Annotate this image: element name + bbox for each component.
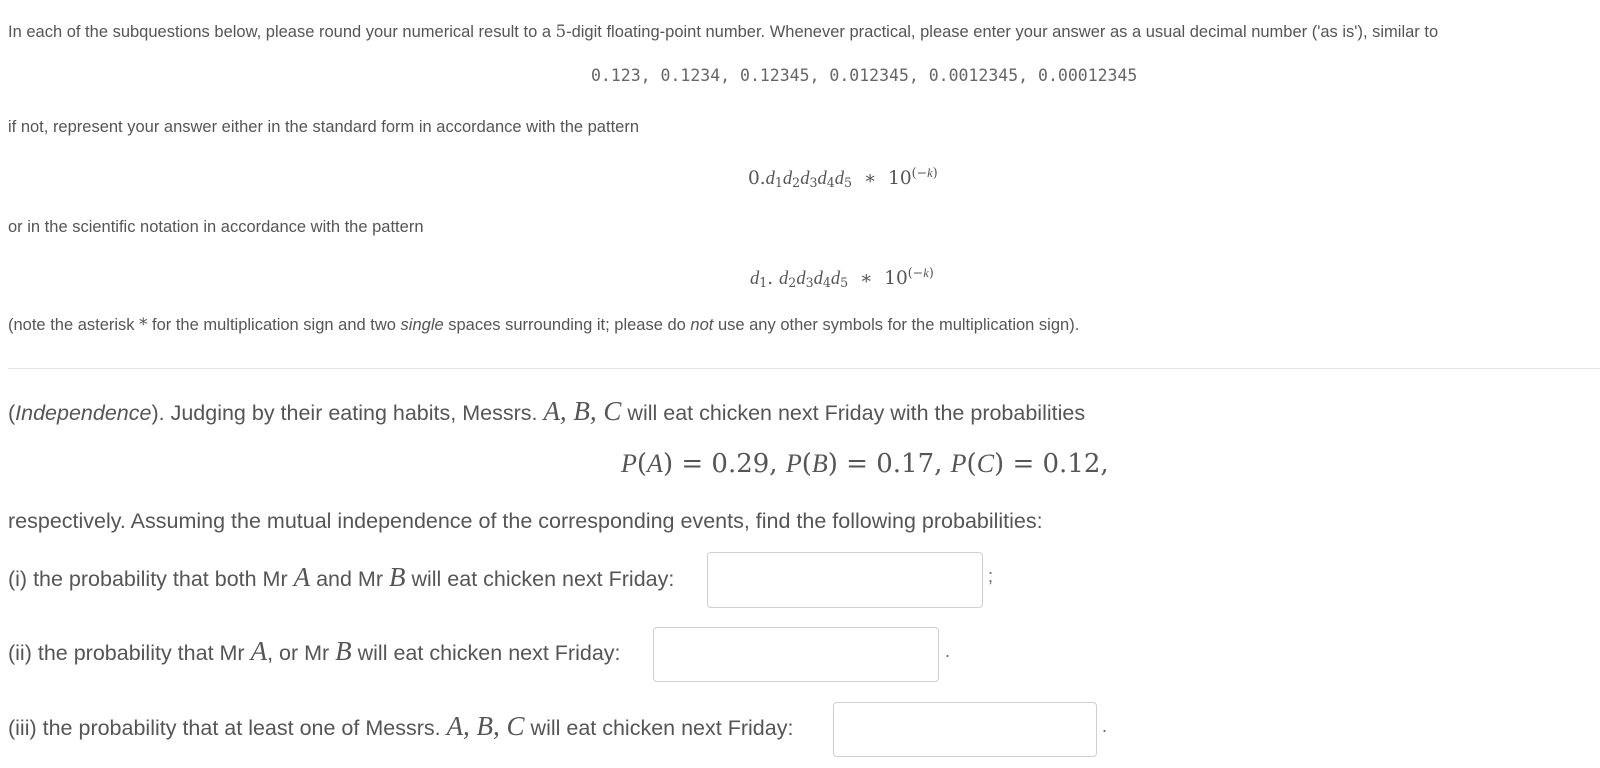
pattern-d: d <box>800 168 810 189</box>
pattern-sub: 1 <box>774 175 783 191</box>
eq-var-a: A <box>647 449 663 478</box>
eq-value-a: 0.29 <box>711 449 770 479</box>
pattern-d: d <box>779 268 789 289</box>
pattern-k: k <box>927 166 933 180</box>
problem-paren: ( <box>8 401 16 425</box>
standard-form-pattern <box>748 165 938 190</box>
q1-text: will eat chicken next Friday: <box>405 567 675 591</box>
scientific-notation-text: or in the scientific notation in accordance with the pattern <box>8 218 424 236</box>
eq-p: P <box>785 449 802 478</box>
q1-var-b: B <box>388 562 406 592</box>
pattern-sub: 4 <box>826 175 835 191</box>
q3-trailing-punctuation: . <box>1102 716 1108 736</box>
pattern-d: d <box>796 268 806 289</box>
pattern-sub: 2 <box>788 275 797 291</box>
pattern-d: d <box>830 268 841 289</box>
question-1-label <box>8 562 674 593</box>
q1-trailing-punctuation: ; <box>988 566 994 586</box>
pattern-ten: 10 <box>888 167 912 189</box>
pattern-d: d <box>782 168 793 189</box>
intro-text-1: In each of the subquestions below, please round your numerical result to a <box>8 23 556 41</box>
pattern-ten: 10 <box>884 267 908 289</box>
pattern-asterisk: ∗ <box>863 167 877 189</box>
question-2-label <box>8 636 621 667</box>
decimal-examples: 0.123, 0.1234, 0.12345, 0.012345, 0.0012345, 0.00012345 <box>591 66 1138 85</box>
pattern-exp-close: ) <box>932 165 938 180</box>
pattern-d: d <box>750 268 760 289</box>
pattern-sub: 1 <box>759 275 768 291</box>
q2-var-a: A <box>250 636 268 666</box>
pattern-d: d <box>834 168 844 189</box>
note-emphasis-not: not <box>690 316 714 334</box>
answer-input-2[interactable] <box>653 627 939 682</box>
note-asterisk: * <box>139 315 148 334</box>
pattern-k: k <box>923 266 929 280</box>
pattern-sub: 5 <box>843 175 852 191</box>
note-text: spaces surrounding it; please do <box>443 316 691 334</box>
q1-text: and Mr <box>310 567 389 591</box>
q2-text: will eat chicken next Friday: <box>351 641 621 665</box>
scientific-notation-pattern <box>750 265 934 290</box>
problem-text: will eat chicken next Friday with the probabilities <box>621 401 1086 425</box>
pattern-exp-open: (− <box>911 165 928 180</box>
q1-text: (i) the probability that both Mr <box>8 567 294 591</box>
probability-equation: P(A) = 0.29, P(B) = 0.17, P(C) = 0.12, <box>621 449 1109 479</box>
note-text: use any other symbols for the multiplication sign). <box>713 316 1080 334</box>
section-divider <box>8 368 1600 369</box>
pattern-d: d <box>817 168 827 189</box>
pattern-sub: 3 <box>809 175 818 191</box>
q1-var-a: A <box>293 562 311 592</box>
note-text: for the multiplication sign and two <box>147 316 401 334</box>
pattern-sub: 2 <box>792 175 801 191</box>
q2-text: (ii) the probability that Mr <box>8 641 251 665</box>
answer-input-3[interactable] <box>833 702 1097 757</box>
note-text: (note the asterisk <box>8 316 140 334</box>
pattern-exp-close: ) <box>928 265 934 280</box>
instructions-intro <box>8 22 1438 42</box>
pattern-dot: . <box>767 267 774 289</box>
eq-p: P <box>621 449 637 478</box>
pattern-asterisk: ∗ <box>859 267 873 289</box>
q3-variables: A, B, C <box>446 711 525 741</box>
eq-value-c: 0.12 <box>1042 449 1101 479</box>
pattern-sub: 5 <box>840 275 849 291</box>
pattern-d: d <box>765 168 775 189</box>
pattern-sub: 3 <box>805 275 814 291</box>
pattern-d: d <box>813 268 823 289</box>
eq-value-b: 0.17 <box>876 449 935 479</box>
note-emphasis-single: single <box>400 316 444 334</box>
q2-text: , or Mr <box>267 641 336 665</box>
q3-text: will eat chicken next Friday: <box>524 716 794 740</box>
respectively-text: respectively. Assuming the mutual independence of the corresponding events, find the following probabilities: <box>8 509 1043 533</box>
q2-trailing-punctuation: . <box>945 641 951 661</box>
intro-digits: 5 <box>555 22 567 41</box>
pattern-sub: 4 <box>822 275 831 291</box>
eq-p: P <box>950 449 967 478</box>
answer-input-1[interactable] <box>707 552 983 608</box>
q3-text: (iii) the probability that at least one of Messrs. <box>8 716 447 740</box>
q2-var-b: B <box>335 636 352 666</box>
eq-var-b: B <box>811 449 828 478</box>
problem-tag: Independence <box>15 401 152 425</box>
intro-text-2: -digit floating-point number. Whenever practical, please enter your answer as a usual decimal number ('as is'), similar to <box>566 23 1439 41</box>
problem-statement <box>8 396 1085 427</box>
pattern-lead: 0. <box>748 167 766 189</box>
problem-variables: A, B, C <box>543 396 622 426</box>
standard-form-text: if not, represent your answer either in the standard form in accordance with the pattern <box>8 118 640 136</box>
multiplication-note <box>8 315 1079 335</box>
pattern-exp-open: (− <box>907 265 924 280</box>
problem-text: ). Judging by their eating habits, Messrs. <box>151 401 544 425</box>
eq-var-c: C <box>976 449 995 478</box>
question-3-label <box>8 711 793 742</box>
